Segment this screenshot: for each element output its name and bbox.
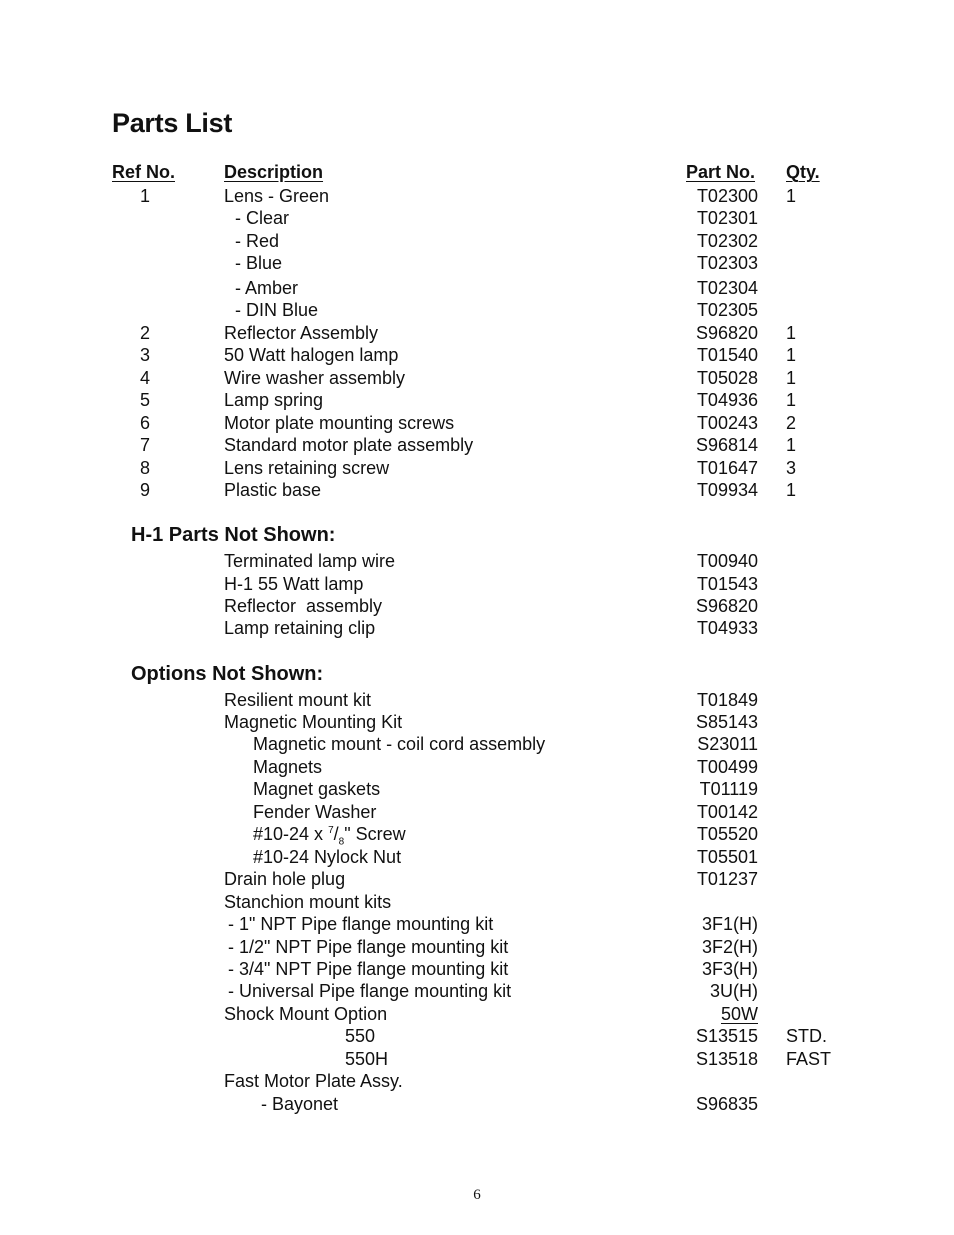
part-no: T04936 (696, 390, 758, 410)
part-no: T02300 (696, 186, 758, 206)
parts-row (0, 389, 954, 411)
qty: 1 (786, 323, 797, 343)
part-no: T01647 (696, 458, 758, 478)
part-no: S13518 (695, 1049, 758, 1069)
part-no: S96820 (695, 596, 758, 616)
options-row (0, 958, 954, 980)
description: - 1/2" NPT Pipe flange mounting kit (228, 937, 509, 957)
qty: 3 (786, 458, 797, 478)
options-row (0, 846, 954, 868)
part-no: S23011 (697, 734, 758, 754)
qty: 1 (786, 368, 797, 388)
part-no: T00243 (696, 413, 758, 433)
options-row (0, 1093, 954, 1115)
options-row (0, 689, 954, 711)
options-row (0, 868, 954, 890)
part-no: T01237 (696, 869, 758, 889)
description: Reflector assembly (224, 596, 383, 616)
description: 550H (345, 1049, 389, 1069)
part-no: T09934 (696, 480, 758, 500)
header-ref-no: Ref No. (112, 162, 175, 182)
parts-row (0, 230, 954, 252)
parts-row (0, 207, 954, 229)
parts-row (0, 299, 954, 321)
part-no: 3F1(H) (701, 914, 758, 934)
description: Plastic base (224, 480, 322, 500)
part-no: T00142 (696, 802, 758, 822)
description: Shock Mount Option (224, 1004, 388, 1024)
page-title: Parts List (112, 108, 233, 138)
fraction-numerator: 7 (328, 825, 334, 836)
ref-no: 7 (139, 435, 150, 455)
options-row (0, 711, 954, 733)
options-row (0, 778, 954, 800)
part-no: 50W (720, 1004, 758, 1024)
options-row (0, 733, 954, 755)
description: Standard motor plate assembly (224, 435, 474, 455)
qty: FAST (786, 1049, 832, 1069)
description: - DIN Blue (235, 300, 319, 320)
qty: 1 (786, 345, 797, 365)
part-no: 3F2(H) (701, 937, 758, 957)
part-no: 3F3(H) (701, 959, 758, 979)
part-no: T00499 (696, 757, 758, 777)
part-no: T02305 (696, 300, 758, 320)
part-no: S85143 (695, 712, 758, 732)
part-no: T05520 (696, 824, 758, 844)
part-no: S96820 (695, 323, 758, 343)
qty: 1 (786, 435, 797, 455)
parts-row (0, 185, 954, 207)
description: #10-24 x $^7/_8$" Screw (253, 824, 406, 848)
options-row (0, 1070, 954, 1092)
options-row (0, 1048, 954, 1070)
description-prefix: #10-24 x (253, 824, 329, 844)
parts-row (0, 367, 954, 389)
ref-no: 6 (139, 413, 150, 433)
page-number: 6 (473, 1187, 481, 1203)
part-no: S96835 (695, 1094, 758, 1114)
description: Lens retaining screw (224, 458, 390, 478)
options-row (0, 823, 954, 848)
description: - Amber (235, 278, 299, 298)
part-no: T01540 (696, 345, 758, 365)
part-no: T02304 (696, 278, 758, 298)
fraction-denominator: 8 (338, 836, 345, 848)
section-heading-h1-parts: H-1 Parts Not Shown: (131, 524, 336, 546)
description: - Blue (235, 253, 283, 273)
part-no: T01849 (696, 690, 758, 710)
part-no: T05028 (696, 368, 758, 388)
ref-no: 8 (139, 458, 150, 478)
parts-row (0, 252, 954, 274)
parts-row (0, 434, 954, 456)
description: - Bayonet (261, 1094, 339, 1114)
description: - Clear (235, 208, 290, 228)
h1-parts-row (0, 550, 954, 572)
description: Reflector Assembly (224, 323, 379, 343)
section-heading-options: Options Not Shown: (131, 663, 324, 685)
header-qty: Qty. (786, 162, 820, 182)
header-part-no: Part No. (686, 162, 756, 182)
description: Wire washer assembly (224, 368, 406, 388)
description: Resilient mount kit (224, 690, 372, 710)
description: 50 Watt halogen lamp (224, 345, 399, 365)
options-row (0, 1003, 954, 1025)
ref-no: 4 (139, 368, 150, 388)
qty: 1 (786, 186, 797, 206)
qty: STD. (786, 1026, 828, 1046)
ref-no: 2 (139, 323, 150, 343)
ref-no: 5 (139, 390, 150, 410)
parts-row (0, 322, 954, 344)
part-no: S13515 (695, 1026, 758, 1046)
h1-parts-row (0, 617, 954, 639)
description: Magnetic Mounting Kit (224, 712, 403, 732)
h1-parts-row (0, 573, 954, 595)
parts-row (0, 412, 954, 434)
qty: 1 (786, 480, 797, 500)
description: Fender Washer (253, 802, 377, 822)
description: - Universal Pipe flange mounting kit (228, 981, 512, 1001)
description: - Red (235, 231, 280, 251)
parts-row (0, 277, 954, 299)
description: Stanchion mount kits (224, 892, 392, 912)
description-suffix: " Screw (344, 824, 406, 844)
description: #10-24 Nylock Nut (253, 847, 402, 867)
description: - 3/4" NPT Pipe flange mounting kit (228, 959, 509, 979)
part-no: T00940 (696, 551, 758, 571)
description: 550 (345, 1026, 376, 1046)
description: Terminated lamp wire (224, 551, 396, 571)
qty: 2 (786, 413, 797, 433)
description: H-1 55 Watt lamp (224, 574, 364, 594)
ref-no: 9 (139, 480, 150, 500)
description: Motor plate mounting screws (224, 413, 455, 433)
part-no: T05501 (696, 847, 758, 867)
options-row (0, 891, 954, 913)
description: Lens - Green (224, 186, 330, 206)
part-no: T02301 (696, 208, 758, 228)
description: Magnetic mount - coil cord assembly (253, 734, 546, 754)
part-no: T04933 (696, 618, 758, 638)
part-no: T02302 (696, 231, 758, 251)
ref-no: 3 (139, 345, 150, 365)
description: Drain hole plug (224, 869, 346, 889)
options-row (0, 913, 954, 935)
part-no: T01543 (696, 574, 758, 594)
part-no: 3U(H) (710, 981, 758, 1001)
description: Magnet gaskets (253, 779, 381, 799)
header-description: Description (224, 162, 324, 182)
description: Fast Motor Plate Assy. (224, 1071, 403, 1091)
part-no: T01119 (699, 779, 758, 799)
options-row (0, 801, 954, 823)
options-row (0, 980, 954, 1002)
description: Magnets (253, 757, 323, 777)
options-row (0, 936, 954, 958)
h1-parts-row (0, 595, 954, 617)
ref-no: 1 (139, 186, 150, 206)
description: Lamp spring (224, 390, 324, 410)
options-row (0, 756, 954, 778)
options-row (0, 1025, 954, 1047)
part-no: S96814 (695, 435, 758, 455)
parts-row (0, 479, 954, 501)
qty: 1 (786, 390, 797, 410)
part-no: T02303 (696, 253, 758, 273)
description: Lamp retaining clip (224, 618, 376, 638)
parts-row (0, 344, 954, 366)
parts-row (0, 457, 954, 479)
description: - 1" NPT Pipe flange mounting kit (228, 914, 494, 934)
